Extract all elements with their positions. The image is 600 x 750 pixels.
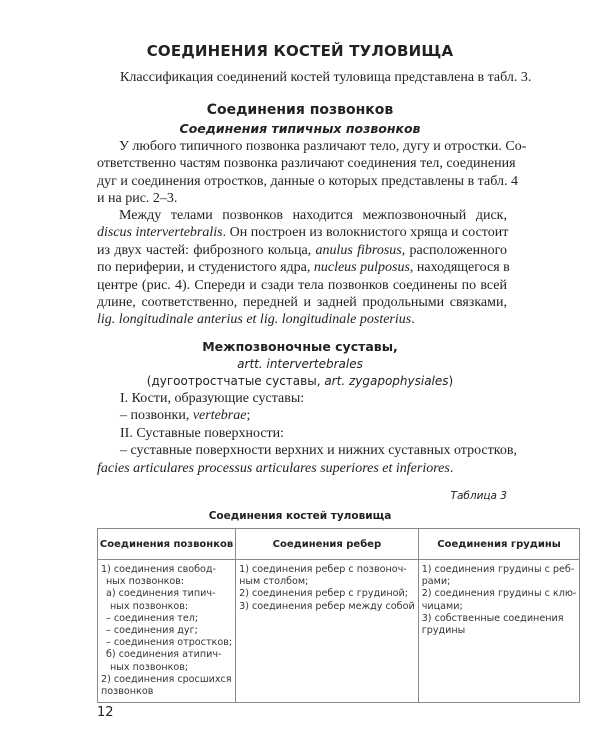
text-segment: ответственно частям позвонка различают соединения тел, соединения bbox=[97, 156, 516, 172]
text-line bbox=[97, 242, 507, 259]
text-segment: по периферии, и студенистого ядра, bbox=[97, 260, 314, 276]
table-number: Таблица 3 bbox=[450, 490, 507, 502]
cell-line: 3) собственные соединения bbox=[421, 612, 564, 624]
table-caption: Соединения костей туловища bbox=[208, 510, 392, 522]
text-segment: vertebrae bbox=[192, 408, 247, 424]
text-segment: lig. longitudinale anterius et lig. longitudinale posterius bbox=[97, 312, 412, 328]
text-segment: центре (рис. 4). Спереди и сзади тела позвонков соединены по всей bbox=[97, 277, 507, 293]
text-segment: длине, соответственно, передней и задней продольными связками, bbox=[97, 294, 507, 310]
text-segment: . Он построен из волокнистого хряща и состоит bbox=[222, 225, 509, 241]
cell-line: чицами; bbox=[421, 600, 463, 612]
text-line bbox=[97, 277, 507, 294]
cell-vertebrae bbox=[98, 560, 236, 703]
section-heading: Соединения позвонков bbox=[206, 102, 394, 118]
header-ribs: Соединения ребер bbox=[236, 529, 419, 560]
text-segment: и на рис. 2–3. bbox=[97, 191, 178, 207]
intro-text: Классификация соединений костей туловища представлена в табл. 3. bbox=[120, 70, 532, 85]
text-segment: ; bbox=[246, 408, 251, 424]
alt-latin: art. zygapophysiales bbox=[324, 374, 449, 388]
header-vertebrae: Соединения позвонков bbox=[98, 529, 236, 560]
text-line bbox=[97, 190, 507, 207]
text-segment: , расположенного bbox=[401, 242, 508, 258]
page-number: 12 bbox=[97, 705, 114, 720]
list-item bbox=[120, 425, 517, 442]
cell-line: ным столбом; bbox=[239, 576, 309, 588]
text-segment: У любого типичного позвонка различают тело, дугу и отростки. Со- bbox=[119, 139, 527, 154]
text-line bbox=[97, 155, 516, 172]
connections-table bbox=[97, 528, 580, 703]
cell-line: – соединения тел; bbox=[106, 612, 199, 624]
cell-ribs bbox=[236, 560, 419, 703]
subsection-heading: Соединения типичных позвонков bbox=[179, 121, 421, 136]
text-segment: I. Кости, образующие суставы: bbox=[120, 391, 305, 406]
text-segment: дуг и соединения отростков, данные о которых представлены в табл. 4 bbox=[97, 173, 518, 189]
table-header-row bbox=[98, 529, 580, 560]
text-segment: , находящегося в bbox=[409, 260, 510, 276]
text-segment: из двух частей: фиброзного кольца, bbox=[97, 242, 316, 258]
list-item bbox=[120, 390, 517, 407]
text-line bbox=[97, 138, 527, 155]
cell-line: 3) соединения ребер между собой bbox=[239, 600, 415, 612]
paragraph-2 bbox=[97, 207, 510, 329]
cell-line: 2) соединения ребер с грудиной; bbox=[239, 588, 408, 600]
page-title: СОЕДИНЕНИЯ КОСТЕЙ ТУЛОВИЩА bbox=[146, 42, 454, 60]
table-row bbox=[98, 560, 580, 703]
text-segment: anulus fibrosus bbox=[315, 242, 402, 258]
cell-line: рами; bbox=[421, 576, 451, 588]
list-item bbox=[120, 442, 517, 459]
text-segment: . bbox=[449, 460, 454, 476]
cell-line: 1) соединения грудины с реб- bbox=[421, 564, 575, 575]
text-segment: II. Суставные поверхности: bbox=[120, 425, 285, 441]
text-segment: nucleus pulposus bbox=[313, 260, 410, 276]
text-line bbox=[97, 294, 507, 311]
alt-suffix: ) bbox=[448, 374, 454, 388]
text-segment: discus intervertebralis bbox=[97, 225, 223, 241]
cell-line: 2) соединения сросшихся bbox=[101, 673, 232, 685]
text-line bbox=[97, 173, 518, 190]
cell-line: б) соединения атипич- bbox=[106, 649, 222, 661]
cell-line: ных позвонков: bbox=[110, 600, 189, 612]
text-line bbox=[97, 311, 507, 328]
cell-line: – соединения отростков; bbox=[106, 637, 233, 649]
cell-line: 1) соединения свобод- bbox=[101, 564, 216, 575]
text-segment: facies articulares processus articulares superiores et inferiores bbox=[97, 460, 450, 476]
joints-heading: Межпозвоночные суставы, bbox=[202, 339, 398, 354]
text-segment: Между телами позвонков находится межпозвоночный диск, bbox=[119, 208, 507, 223]
paragraph-1 bbox=[97, 138, 527, 208]
cell-line: ных позвонков; bbox=[110, 661, 189, 673]
joints-alt-name bbox=[0, 374, 600, 388]
joints-latin: artt. intervertebrales bbox=[237, 357, 363, 371]
cell-line: позвонков bbox=[101, 686, 154, 698]
text-line bbox=[97, 224, 507, 241]
text-line bbox=[97, 259, 510, 276]
cell-sternum bbox=[418, 560, 580, 703]
text-segment: – суставные поверхности верхних и нижних суставных отростков, bbox=[120, 443, 517, 459]
text-line bbox=[97, 207, 507, 224]
list-item bbox=[120, 407, 517, 424]
header-sternum: Соединения грудины bbox=[418, 529, 580, 560]
list-item bbox=[97, 460, 517, 477]
cell-line: 1) соединения ребер с позвоноч- bbox=[239, 564, 407, 575]
cell-line: грудины bbox=[421, 625, 466, 637]
cell-line: – соединения дуг; bbox=[106, 625, 198, 637]
alt-prefix: (дугоотростчатые суставы, bbox=[146, 374, 325, 388]
cell-line: 2) соединения грудины с клю- bbox=[421, 588, 577, 600]
cell-line: ных позвонков: bbox=[106, 576, 185, 588]
joints-list bbox=[97, 390, 517, 477]
text-segment: . bbox=[411, 312, 415, 328]
text-segment: – позвонки, bbox=[120, 408, 193, 424]
cell-line: а) соединения типич- bbox=[106, 588, 216, 600]
